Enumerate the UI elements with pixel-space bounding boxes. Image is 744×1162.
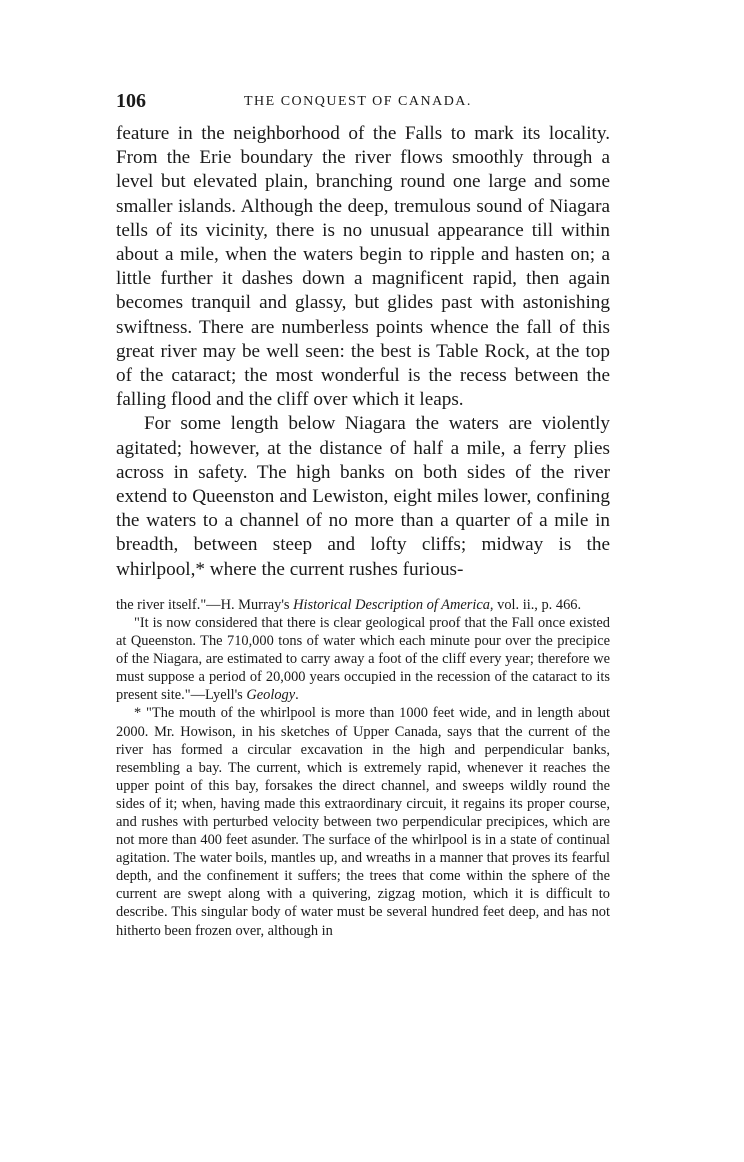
footnote-murray-text-a: the river itself."—H. Murray's [116,596,294,613]
footnote-murray [116,596,610,614]
footnote-lyell [116,614,610,704]
footnote-murray-book-title: Historical Description of America [293,596,490,613]
body-text [116,122,610,582]
running-title: THE CONQUEST OF CANADA. [244,94,472,109]
body-paragraph-2: For some length below Niagara the waters are violently agitated; however, at the distance of half a mile, a ferry plies across in safety. The high banks on both sides of the river extend to Queenston and Lewiston, eight miles lower, confining the waters to a channel of no more than a quarter of a mile in breadth, between steep and lofty cliffs; midway is the whirlpool,* where the current rushes furious- [116,413,610,580]
footnote-lyell-book-title: Geology [246,687,296,704]
running-head [116,90,610,116]
footnote-lyell-text-b: . [295,687,299,704]
footnote-murray-text-b: , vol. ii., p. 466. [489,596,582,613]
footnote-lyell-text-a: "It is now considered that there is clear geological proof that the Fall once existed at Queenston. The 710,000 tons of water which each minute pour over the precipice of the Niagara, are estimated to carry away a foot of the cliff every year; therefore we must suppose a period of 20,000 years occupied in the recession of the cataract to its present site."—Lyell's [116,614,610,704]
footnote-whirlpool: * "The mouth of the whirlpool is more than 1000 feet wide, and in length about 2000. Mr. Howison, in his sketches of Upper Canada, says that the current of the river has formed a circular excavation in the high and perpendicular banks, resembling a bay. The current, which is extremely rapid, whenever it reaches the upper point of this bay, forsakes the direct channel, and sweeps wildly round the sides of it; when, having made this extraordinary circuit, it regains its proper course, and rushes with perturbed velocity between two perpendicular precipices, which are not more than 400 feet asunder. The surface of the whirlpool is in a state of continual agitation. The water boils, mantles up, and wreaths in a manner that proves its fearful depth, and the confinement it suffers; the trees that come within the sphere of the current are swept along with a quivering, zigzag motion, which it is difficult to describe. This singular body of water must be several hundred feet deep, and has not hitherto been frozen over, although in [116,705,610,939]
body-paragraph-1: feature in the neighborhood of the Falls to mark its locality. From the Erie boundary the river flows smoothly through a level but elevated plain, branching round one large and some smaller islands. Although the deep, tremulous sound of Niagara tells of its vicinity, there is no unusual appearance till within about a mile, when the waters begin to ripple and hasten on; a little further it dashes down a magnificent rapid, then again becomes tranquil and glassy, but glides past with astonishing swiftness. There are numberless points whence the fall of this great river may be well seen: the best is Table Rock, at the top of the cataract; the most wonderful is the recess between the falling flood and the cliff over which it leaps. [116,123,610,411]
page-number: 106 [116,90,146,112]
book-page [116,90,610,940]
footnotes [116,596,610,940]
